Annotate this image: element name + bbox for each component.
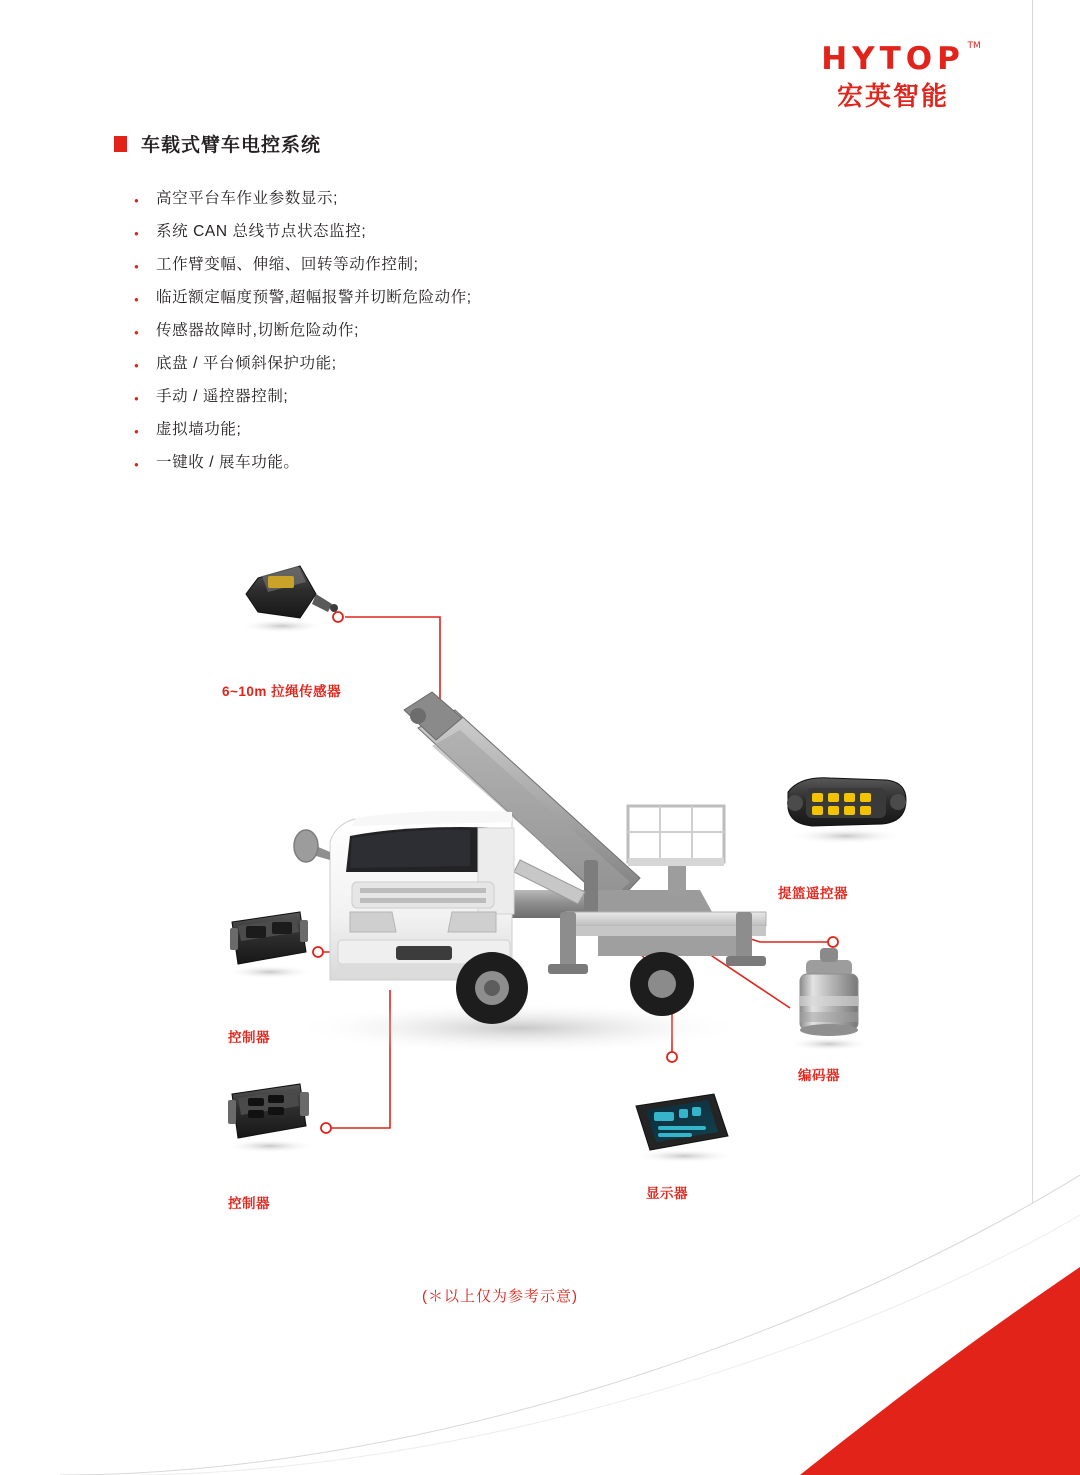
bullet-dot-icon [134, 224, 156, 239]
encoder-image [787, 948, 871, 1051]
list-item-label: 底盘 / 平台倾斜保护功能; [156, 355, 337, 372]
display-image [632, 1094, 736, 1163]
feature-list [134, 186, 834, 483]
diagram-canvas [0, 560, 1080, 1260]
logo-chinese-name: 宏英智能 [836, 81, 949, 111]
list-item [134, 285, 834, 318]
bullet-dot-icon [134, 257, 156, 272]
callout-draw-wire-sensor: 6~10m 拉绳传感器 [222, 684, 342, 699]
page-title: 车载式臂车电控系统 [141, 135, 322, 156]
bullet-dot-icon [134, 356, 156, 371]
logo-wordmark [821, 41, 981, 77]
list-item-label: 高空平台车作业参数显示; [156, 190, 339, 207]
logo-trademark: TM [967, 41, 981, 51]
logo-mark-text: HYTOP [821, 41, 965, 77]
list-item [134, 219, 834, 252]
list-item [134, 417, 834, 450]
brand-logo [798, 41, 988, 111]
bullet-dot-icon [134, 455, 156, 470]
list-item [134, 450, 834, 483]
callout-controller-bottom: 控制器 [228, 1196, 270, 1211]
bullet-dot-icon [134, 191, 156, 206]
list-item [134, 384, 834, 417]
bullet-dot-icon [134, 290, 156, 305]
controller-bottom-image [224, 1084, 316, 1153]
callout-basket-remote: 提篮遥控器 [778, 886, 848, 901]
heading-marker-icon [114, 136, 127, 152]
list-item [134, 252, 834, 285]
list-item-label: 工作臂变幅、伸缩、回转等动作控制; [156, 256, 419, 273]
basket-remote-image [787, 778, 906, 844]
bullet-dot-icon [134, 389, 156, 404]
list-item [134, 318, 834, 351]
controller-top-image [226, 912, 314, 979]
list-item-label: 一键收 / 展车功能。 [156, 454, 300, 471]
draw-wire-sensor-image [240, 566, 338, 633]
list-item-label: 系统 CAN 总线节点状态监控; [156, 223, 367, 240]
list-item [134, 351, 834, 384]
work-platform-basket [628, 806, 724, 896]
list-item-label: 临近额定幅度预警,超幅报警并切断危险动作; [156, 289, 472, 306]
bullet-dot-icon [134, 323, 156, 338]
bullet-dot-icon [134, 422, 156, 437]
list-item [134, 186, 834, 219]
callout-controller-top: 控制器 [228, 1030, 270, 1045]
list-item-label: 手动 / 遥控器控制; [156, 388, 289, 405]
product-diagram [0, 560, 1080, 1260]
diagram-footnote: (＊以上仅为参考示意) [422, 1288, 578, 1305]
list-item-label: 传感器故障时,切断危险动作; [156, 322, 360, 339]
callout-display: 显示器 [646, 1186, 688, 1201]
list-item-label: 虚拟墙功能; [156, 421, 242, 438]
callout-encoder: 编码器 [798, 1068, 840, 1083]
section-heading [114, 130, 321, 157]
